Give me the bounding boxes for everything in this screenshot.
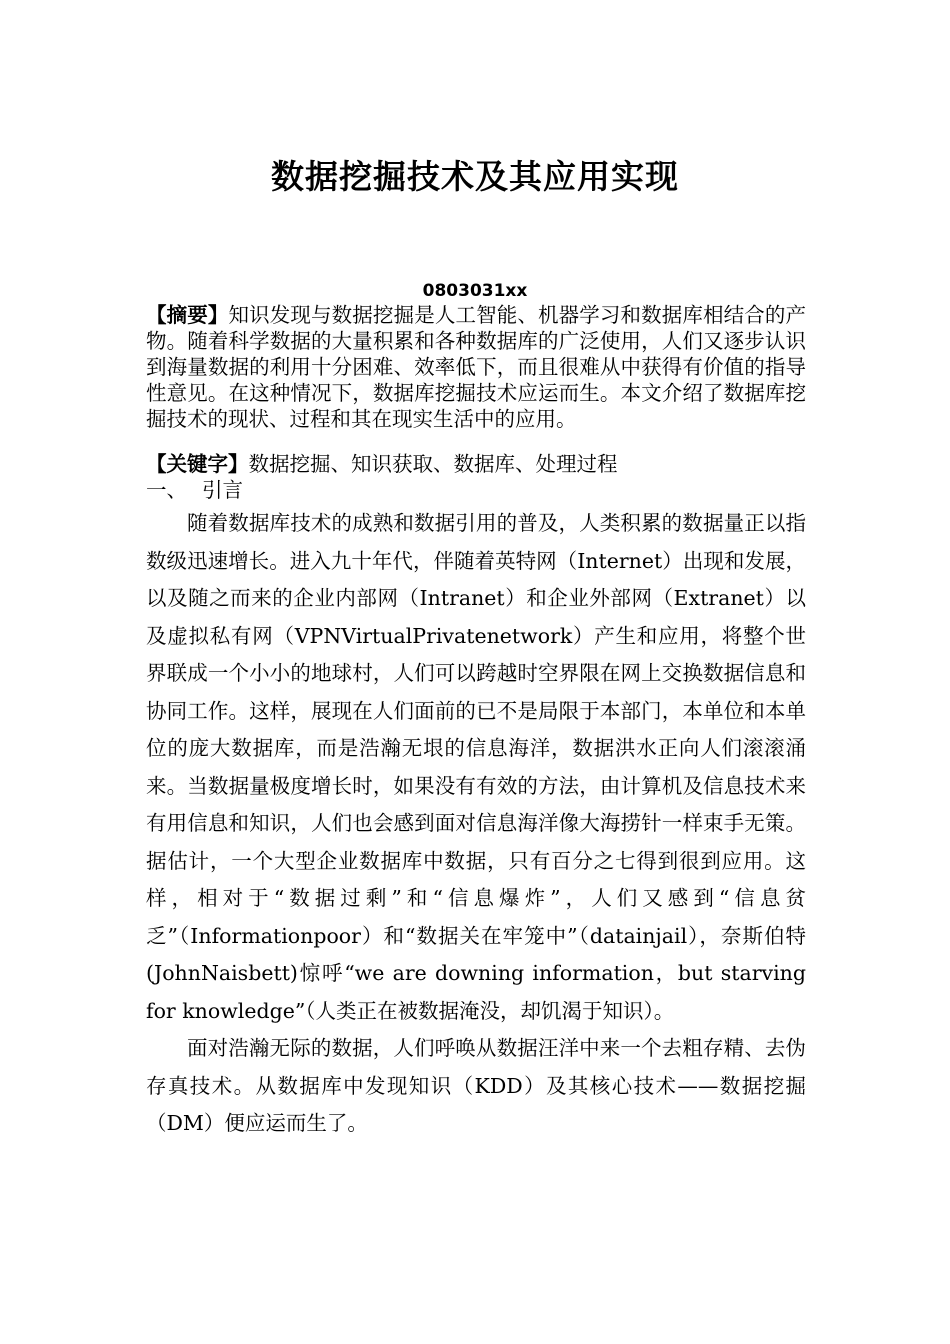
abstract-label: 【摘要】 [146,303,229,327]
abstract-text: 知识发现与数据挖掘是人工智能、机器学习和数据库相结合的产物。随着科学数据的大量积累和各种数据库的广泛使用，人们又逐步认识到海量数据的利用十分困难、效率低下，而且很难从中获得有价值的指导性意见。在这种情况下，数据库挖掘技术应运而生。本文介绍了数据库挖掘技术的现状、过程和其在现实生活中的应用。 [146,303,807,431]
document-title: 数据挖掘技术及其应用实现 [271,157,679,196]
keywords-label: 【关键字】 [146,452,249,476]
section-title: 引言 [202,478,243,502]
body-text [146,505,806,1143]
abstract-block [146,302,806,432]
body-paragraph: 面对浩瀚无际的数据，人们呼唤从数据汪洋中来一个去粗存精、去伪存真技术。从数据库中发现知识（KDD）及其核心技术——数据挖掘（DM）便应运而生了。 [146,1036,806,1135]
keywords-text: 数据挖掘、知识获取、数据库、处理过程 [248,452,618,476]
keywords-block [146,451,806,477]
author-id: 0803031xx [422,281,528,301]
body-paragraph: 随着数据库技术的成熟和数据引用的普及，人类积累的数据量正以指数级迅速增长。进入九十年代，伴随着英特网（Internet）出现和发展，以及随之而来的企业内部网（Intranet）和企业外部网（Extranet）以及虚拟私有网（VPNVirtualPrivatenetwork）产生和应用，将整个世界联成一个小小的地球村，人们可以跨越时空界限在网上交换数据信息和协同工作。这样，展现在人们面前的已不是局限于本部门，本单位和本单位的庞大数据库，而是浩瀚无垠的信息海洋，数据洪水正向人们滚滚涌来。当数据量极度增长时，如果没有有效的方法，由计算机及信息技术来有用信息和知识，人们也会感到面对信息海洋像大海捞针一样束手无策。据估计，一个大型企业数据库中数据，只有百分之七得到很到应用。这样，相对于“数据过剩”和“信息爆炸”，人们又感到“信息贫乏”（Informationpoor）和“数据关在牢笼中”（datainjail），奈斯伯特(JohnNaisbett)惊呼“we are downing information，but starving for knowledge”（人类正在被数据淹没，却饥渴于知识）。 [146,511,806,1023]
section-heading-intro [146,477,806,503]
section-number: 一、 [146,478,187,502]
